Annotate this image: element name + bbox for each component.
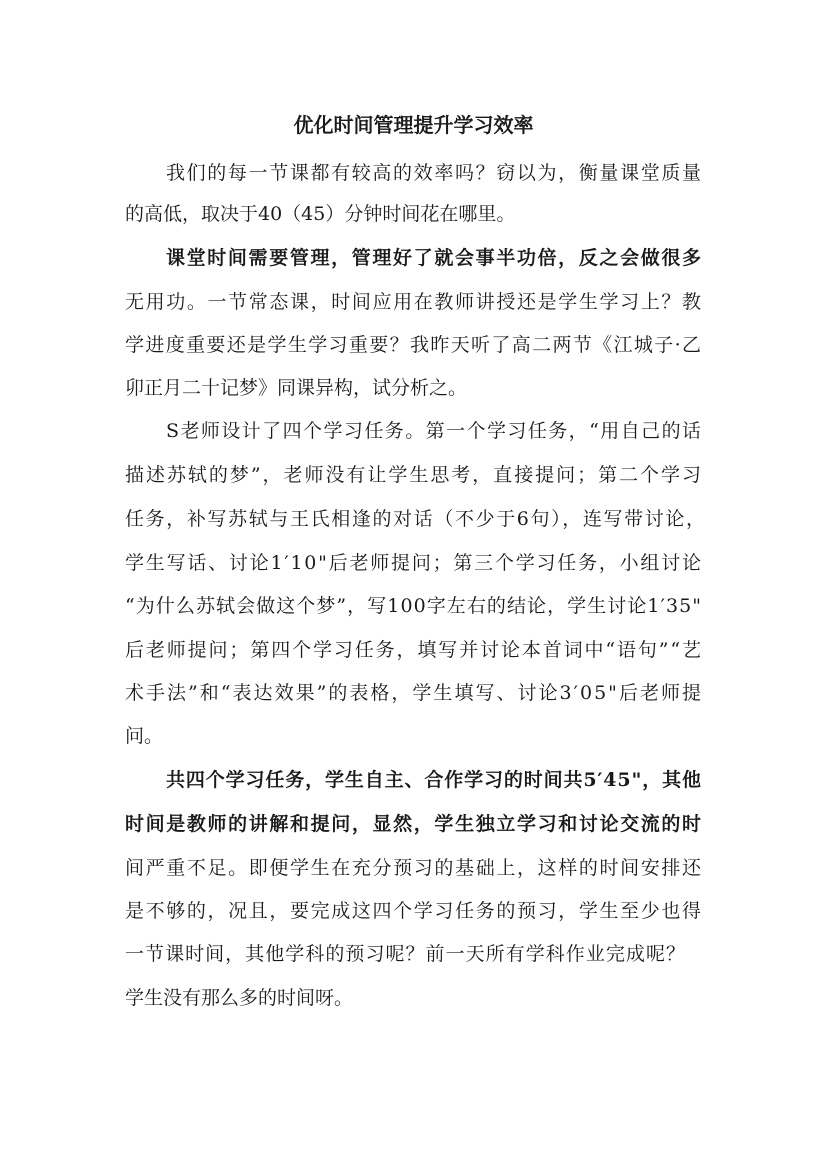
paragraph-4-line-2: 时间是教师的讲解和提问，显然，学生独立学习和讨论交流的时 <box>125 813 703 835</box>
paragraph-2-line-1: 课堂时间需要管理，管理好了就会事半功倍，反之会做很多 <box>166 247 703 269</box>
paragraph-1-line-1: 我们的每一节课都有较高的效率吗？窃以为，衡量课堂质量 <box>166 162 703 184</box>
paragraph-4-line-1: 共四个学习任务，学生自主、合作学习的时间共5′45"，其他 <box>166 769 702 791</box>
document-title: 优化时间管理提升学习效率 <box>293 113 534 137</box>
paragraph-2-line-4: 卯正月二十记梦》同课异构，试分析之。 <box>125 377 468 399</box>
paragraph-3-line-7: 术手法”和“表达效果”的表格，学生填写、讨论3′05"后老师提 <box>125 682 704 704</box>
paragraph-4-line-6: 学生没有那么多的时间呀。 <box>125 987 354 1009</box>
paragraph-3-line-8: 问。 <box>125 725 164 747</box>
paragraph-3-line-2: 描述苏轼的梦”，老师没有让学生思考，直接提问；第二个学习 <box>125 464 703 486</box>
paragraph-2-line-2: 无用功。一节常态课，时间应用在教师讲授还是学生学习上？教 <box>125 291 703 313</box>
paragraph-4-line-3: 间严重不足。即便学生在充分预习的基础上，这样的时间安排还 <box>125 857 703 879</box>
paragraph-4-line-4: 是不够的，况且，要完成这四个学习任务的预习，学生至少也得 <box>125 900 703 922</box>
paragraph-3-line-6: 后老师提问；第四个学习任务，填写并讨论本首词中“语句”“艺 <box>125 639 703 661</box>
paragraph-4-line-5: 一节课时间，其他学科的预习呢？前一天所有学科作业完成呢？ <box>125 943 687 965</box>
paragraph-3-line-1: S老师设计了四个学习任务。第一个学习任务，“用自己的话 <box>166 420 703 442</box>
paragraph-3-line-5: “为什么苏轼会做这个梦”，写100字左右的结论，学生讨论1′35" <box>125 595 703 617</box>
paragraph-1-line-2: 的高低，取决于40（45）分钟时间花在哪里。 <box>125 203 516 225</box>
paragraph-2-line-3: 学进度重要还是学生学习重要？我昨天听了高二两节《江城子·乙 <box>125 334 703 356</box>
paragraph-3-line-3: 任务，补写苏轼与王氏相逢的对话（不少于6句），连写带讨论， <box>125 508 707 530</box>
paragraph-3-line-4: 学生写话、讨论1′10"后老师提问；第三个学习任务，小组讨论 <box>125 552 703 574</box>
